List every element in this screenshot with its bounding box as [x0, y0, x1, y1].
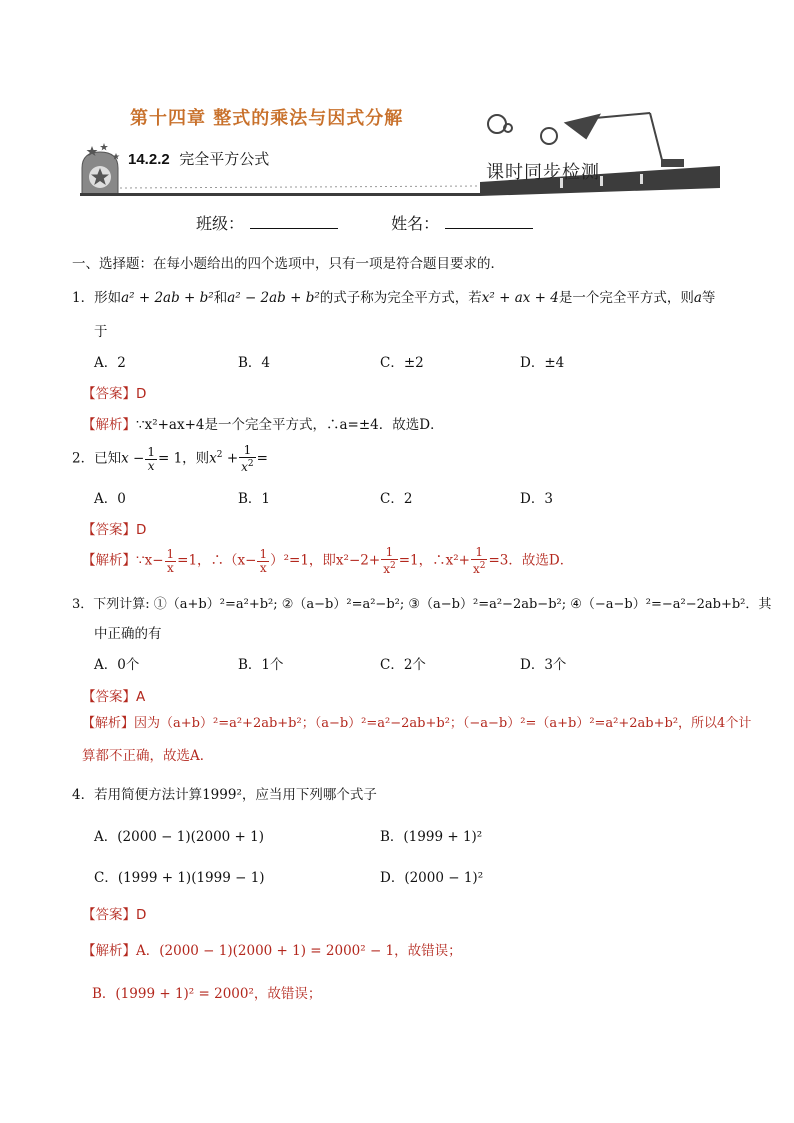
q3-option-c[interactable]: C．2个: [380, 657, 426, 673]
q4-answer: 【答案】D: [82, 907, 147, 923]
q1-option-c[interactable]: C．±2: [380, 355, 424, 371]
q3-stem: 3．下列计算: ①（a+b）²=a²+b²; ②（a−b）²=a²−b²; ③（a−b）²=a²−2ab−b²; ④（−a−b）²=−a²−2ab+b²．其: [72, 597, 772, 612]
q1-stem-cont: 于: [94, 324, 108, 340]
q2-analysis: 【解析】∵x− $\frac{1}{x}$ =1，∴（x− $\frac{1}{x}$ ）²=1，即x²−2+ $\frac{1}{x^2}$ =1，∴x²+ $\frac{1}{x^2}$ =3．故选D．: [82, 545, 574, 576]
student-fields: [196, 211, 533, 234]
q2-stem: 2．已知x − $\frac{1}{x}$ = 1，则$x^2$ + $\frac{1}{x^2}$ =: [72, 443, 268, 474]
star-badge-icon: [82, 143, 120, 195]
q4-stem: 4．若用简便方法计算1999²，应当用下列哪个式子: [72, 787, 377, 803]
section-title: [128, 148, 269, 169]
header-rule: [80, 193, 480, 196]
q1-answer: 【答案】D: [82, 386, 147, 402]
name-field[interactable]: [445, 214, 533, 229]
chapter-title: 第十四章 整式的乘法与因式分解: [130, 108, 404, 129]
class-field[interactable]: [250, 214, 338, 229]
q2-answer: 【答案】D: [82, 522, 147, 538]
class-label: 班级：: [196, 214, 245, 233]
q3-analysis: 【解析】因为（a+b）²=a²+2ab+b²；（a−b）²=a²−2ab+b²；（−a−b）²=（a+b）²=a²+2ab+b²，所以4个计: [82, 716, 752, 731]
q3-option-b[interactable]: B．1个: [238, 657, 284, 673]
part1-heading: 一、选择题：在每小题给出的四个选项中，只有一项是符合题目要求的．: [72, 256, 504, 272]
tagline: 课时同步检测: [486, 162, 600, 183]
q4-option-b[interactable]: B．(1999 + 1)²: [380, 829, 483, 845]
q2-option-c[interactable]: C．2: [380, 491, 413, 507]
q3-analysis-cont: 算都不正确，故选A．: [82, 748, 214, 764]
q1-stem: 1．形如a² + 2ab + b²和a² − 2ab + b²的式子称为完全平方式，若x² + ax + 4是一个完全平方式，则a等: [72, 290, 716, 306]
q4-option-c[interactable]: C．(1999 + 1)(1999 − 1): [94, 870, 265, 886]
q1-option-a[interactable]: A．2: [94, 355, 126, 371]
q4-option-d[interactable]: D．(2000 − 1)²: [380, 870, 484, 886]
header-banner: [0, 0, 794, 200]
section-number: 14.2.2: [128, 151, 170, 168]
q3-option-d[interactable]: D．3个: [520, 657, 567, 673]
q2-option-d[interactable]: D．3: [520, 491, 553, 507]
q1-analysis: 【解析】∵x²+ax+4是一个完全平方式，∴a=±4．故选D．: [82, 417, 444, 433]
q1-option-b[interactable]: B．4: [238, 355, 271, 371]
q3-stem-cont: 中正确的有: [94, 626, 162, 642]
q4-analysis-b: B．(1999 + 1)² = 2000²，故错误；: [92, 986, 322, 1002]
q4-analysis-a: 【解析】A．(2000 − 1)(2000 + 1) = 2000² − 1，故错误；: [82, 943, 462, 959]
q2-option-b[interactable]: B．1: [238, 491, 271, 507]
q2-option-a[interactable]: A．0: [94, 491, 126, 507]
q1-option-d[interactable]: D．±4: [520, 355, 565, 371]
q4-option-a[interactable]: A．(2000 − 1)(2000 + 1): [94, 829, 264, 845]
q3-option-a[interactable]: A．0个: [94, 657, 140, 673]
section-name: 完全平方公式: [179, 150, 270, 168]
q3-answer: 【答案】A: [82, 689, 146, 705]
name-label: 姓名：: [391, 214, 440, 233]
